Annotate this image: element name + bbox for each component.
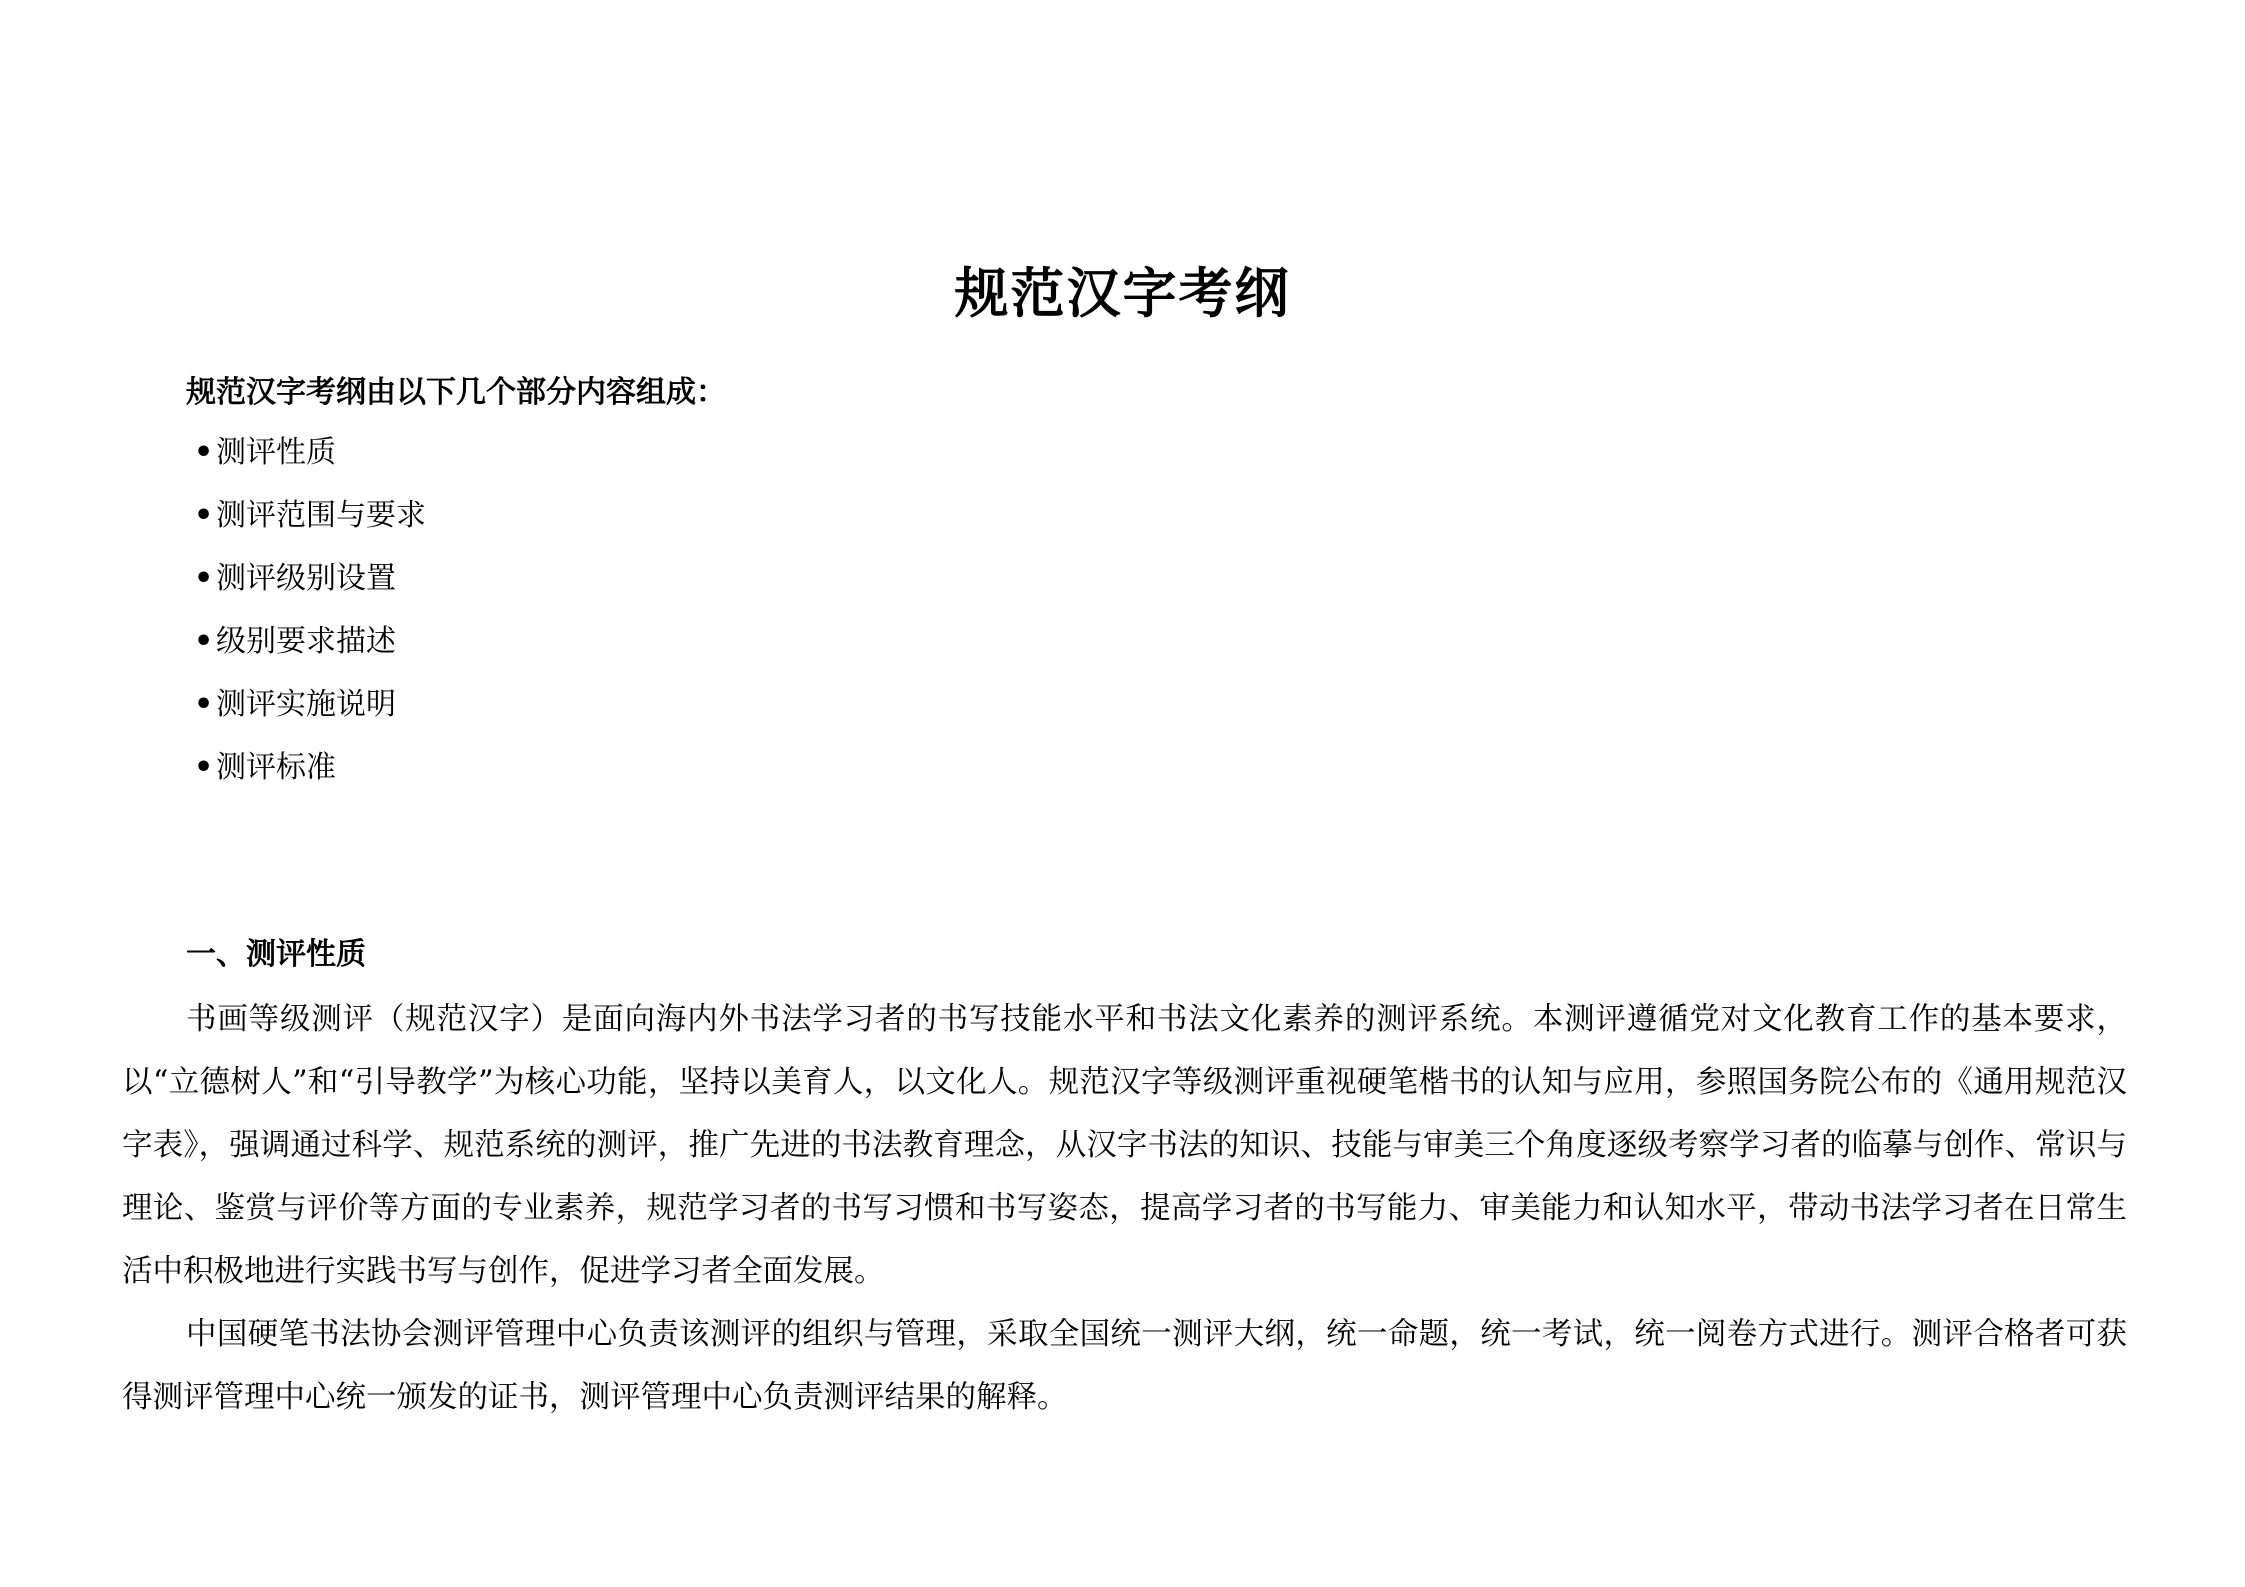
section-body <box>122 988 2127 1429</box>
toc-item <box>194 621 426 684</box>
toc-item-label: 测评范围与要求 <box>216 498 426 533</box>
toc-item-label: 级别要求描述 <box>216 624 396 659</box>
bullet-icon: • <box>194 498 214 533</box>
body-paragraph: 中国硬笔书法协会测评管理中心负责该测评的组织与管理，采取全国统一测评大纲，统一命题，统一考试，统一阅卷方式进行。测评合格者可获得测评管理中心统一颁发的证书，测评管理中心负责测评结果的解释。 <box>122 1317 2127 1415</box>
bullet-icon: • <box>194 624 214 659</box>
toc-item-label: 测评级别设置 <box>216 561 396 596</box>
toc-item-label: 测评标准 <box>216 750 336 785</box>
section-heading: 一、测评性质 <box>186 937 366 972</box>
bullet-icon: • <box>194 561 214 596</box>
toc-item <box>194 432 426 495</box>
bullet-icon: • <box>194 687 214 722</box>
toc-item-label: 测评实施说明 <box>216 687 396 722</box>
document-title: 规范汉字考纲 <box>954 261 1291 325</box>
toc-item <box>194 684 426 747</box>
toc-item <box>194 558 426 621</box>
toc-item-label: 测评性质 <box>216 435 336 470</box>
bullet-icon: • <box>194 750 214 785</box>
toc-item <box>194 747 426 810</box>
toc-item <box>194 495 426 558</box>
bullet-icon: • <box>194 435 214 470</box>
table-of-contents <box>194 432 426 810</box>
intro-text: 规范汉字考纲由以下几个部分内容组成： <box>186 375 726 410</box>
body-paragraph: 书画等级测评（规范汉字）是面向海内外书法学习者的书写技能水平和书法文化素养的测评系统。本测评遵循党对文化教育工作的基本要求，以“立德树人”和“引导教学”为核心功能，坚持以美育人，以文化人。规范汉字等级测评重视硬笔楷书的认知与应用，参照国务院公布的《通用规范汉字表》，强调通过科学、规范系统的测评，推广先进的书法教育理念，从汉字书法的知识、技能与审美三个角度逐级考察学习者的临摹与创作、常识与理论、鉴赏与评价等方面的专业素养，规范学习者的书写习惯和书写姿态，提高学习者的书写能力、审美能力和认知水平，带动书法学习者在日常生活中积极地进行实践书写与创作，促进学习者全面发展。 <box>122 1002 2127 1289</box>
